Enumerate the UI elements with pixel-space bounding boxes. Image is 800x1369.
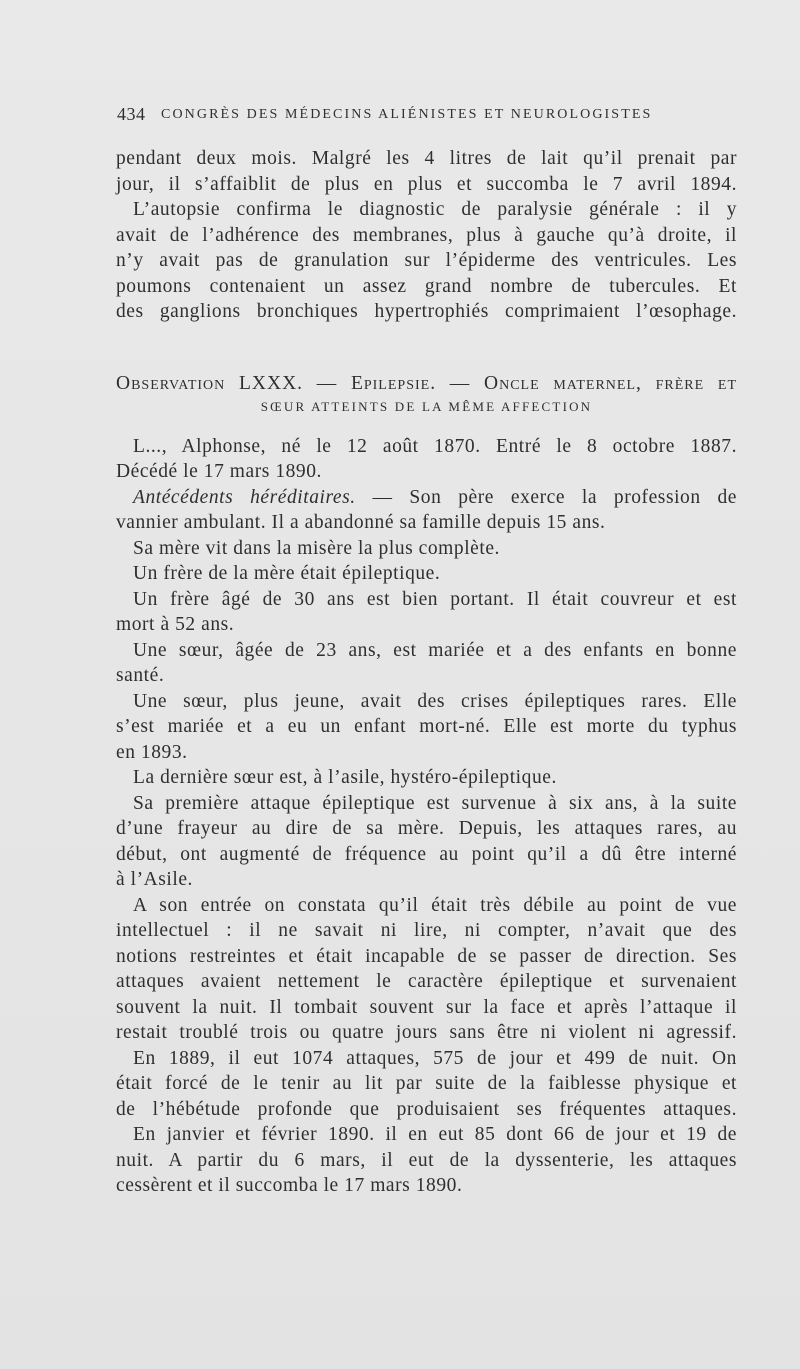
text-line: Décédé le 17 mars 1890. — [116, 461, 322, 482]
text-line: L..., Alphonse, né le 12 août 1870. Entré le 8 octobre 1887. — [133, 435, 737, 457]
text-line: En janvier et février 1890. il en eut 85 dont 66 de jour et 19 de — [133, 1124, 737, 1145]
text-line: mort à 52 ans. — [116, 614, 235, 635]
text-line: Un frère âgé de 30 ans est bien portant. Il était couvreur et est — [133, 588, 737, 610]
text-line: souvent la nuit. Il tombait souvent sur la face et après l’attaque il — [116, 996, 737, 1018]
text-line: Une sœur, plus jeune, avait des crises épileptiques rares. Elle — [133, 690, 737, 712]
text-line: La dernière sœur est, à l’asile, hystéro-épileptique. — [133, 767, 557, 788]
text-line: des ganglions bronchiques hypertrophiés comprimaient l’œsophage. — [116, 301, 737, 322]
antecedents-text: — Son père exerce la profession de — [355, 486, 738, 508]
text-line: Une sœur, âgée de 23 ans, est mariée et a des enfants en bonne — [133, 639, 737, 661]
text-line: restait troublé trois ou quatre jours sans être ni violent ni agressif. — [116, 1022, 737, 1043]
antecedents-line — [116, 485, 737, 511]
text-line: cessèrent et il succomba le 17 mars 1890. — [116, 1175, 463, 1196]
text-line: Sa mère vit dans la misère la plus complète. — [133, 537, 500, 559]
text-line: à l’Asile. — [116, 869, 193, 890]
text-line: Sa première attaque épileptique est survenue à six ans, à la suite — [133, 792, 737, 814]
text-line: pendant deux mois. Malgré les 4 litres de lait qu’il prenait par — [116, 148, 737, 169]
antecedents-label: Antécédents héréditaires. — [133, 486, 356, 508]
text-line: début, ont augmenté de fréquence au point qu’il a dû être interné — [116, 843, 737, 865]
text-line: santé. — [116, 665, 165, 686]
observation-title: Observation LXXX. — Epilepsie. — Oncle maternel, frère et — [116, 372, 737, 394]
text-line: n’y avait pas de granulation sur l’épiderme des ventricules. Les — [116, 250, 737, 271]
text-body — [116, 146, 737, 1199]
text-line: notions restreintes et était incapable de se passer de direction. Ses — [116, 945, 737, 967]
observation-subtitle: SŒUR ATTEINTS DE LA MÊME AFFECTION — [260, 398, 593, 414]
page-number: 434 — [117, 104, 146, 124]
text-line: attaques avaient nettement le caractère épileptique et survenaient — [116, 971, 737, 992]
page-header — [117, 104, 747, 128]
text-line: vannier ambulant. Il a abandonné sa famille depuis 15 ans. — [116, 512, 606, 533]
text-line: en 1893. — [116, 741, 188, 763]
text-line: était forcé de le tenir au lit par suite de la faiblesse physique et — [116, 1073, 737, 1094]
text-line: nuit. A partir du 6 mars, il eut de la dyssenterie, les attaques — [116, 1149, 737, 1171]
text-line: En 1889, il eut 1074 attaques, 575 de jour et 499 de nuit. On — [133, 1047, 737, 1069]
text-line: poumons contenaient un assez grand nombre de tubercules. Et — [116, 275, 737, 297]
text-line: d’une frayeur au dire de sa mère. Depuis, les attaques rares, au — [116, 818, 737, 839]
text-line: avait de l’adhérence des membranes, plus à gauche qu’à droite, il — [116, 224, 737, 246]
text-line: L’autopsie confirma le diagnostic de paralysie générale : il y — [133, 199, 737, 220]
text-line: de l’hébétude profonde que produisaient ses fréquentes attaques. — [116, 1098, 737, 1120]
text-line: intellectuel : il ne savait ni lire, ni compter, n’avait que des — [116, 920, 737, 941]
text-line: jour, il s’affaiblit de plus en plus et succomba le 7 avril 1894. — [116, 173, 737, 195]
running-title: CONGRÈS DES MÉDECINS ALIÉNISTES ET NEUROLOGISTES — [161, 107, 653, 122]
text-line: s’est mariée et a eu un enfant mort-né. Elle est morte du typhus — [116, 716, 737, 737]
text-line: A son entrée on constata qu’il était très débile au point de vue — [133, 894, 737, 916]
text-line: Un frère de la mère était épileptique. — [133, 563, 441, 584]
